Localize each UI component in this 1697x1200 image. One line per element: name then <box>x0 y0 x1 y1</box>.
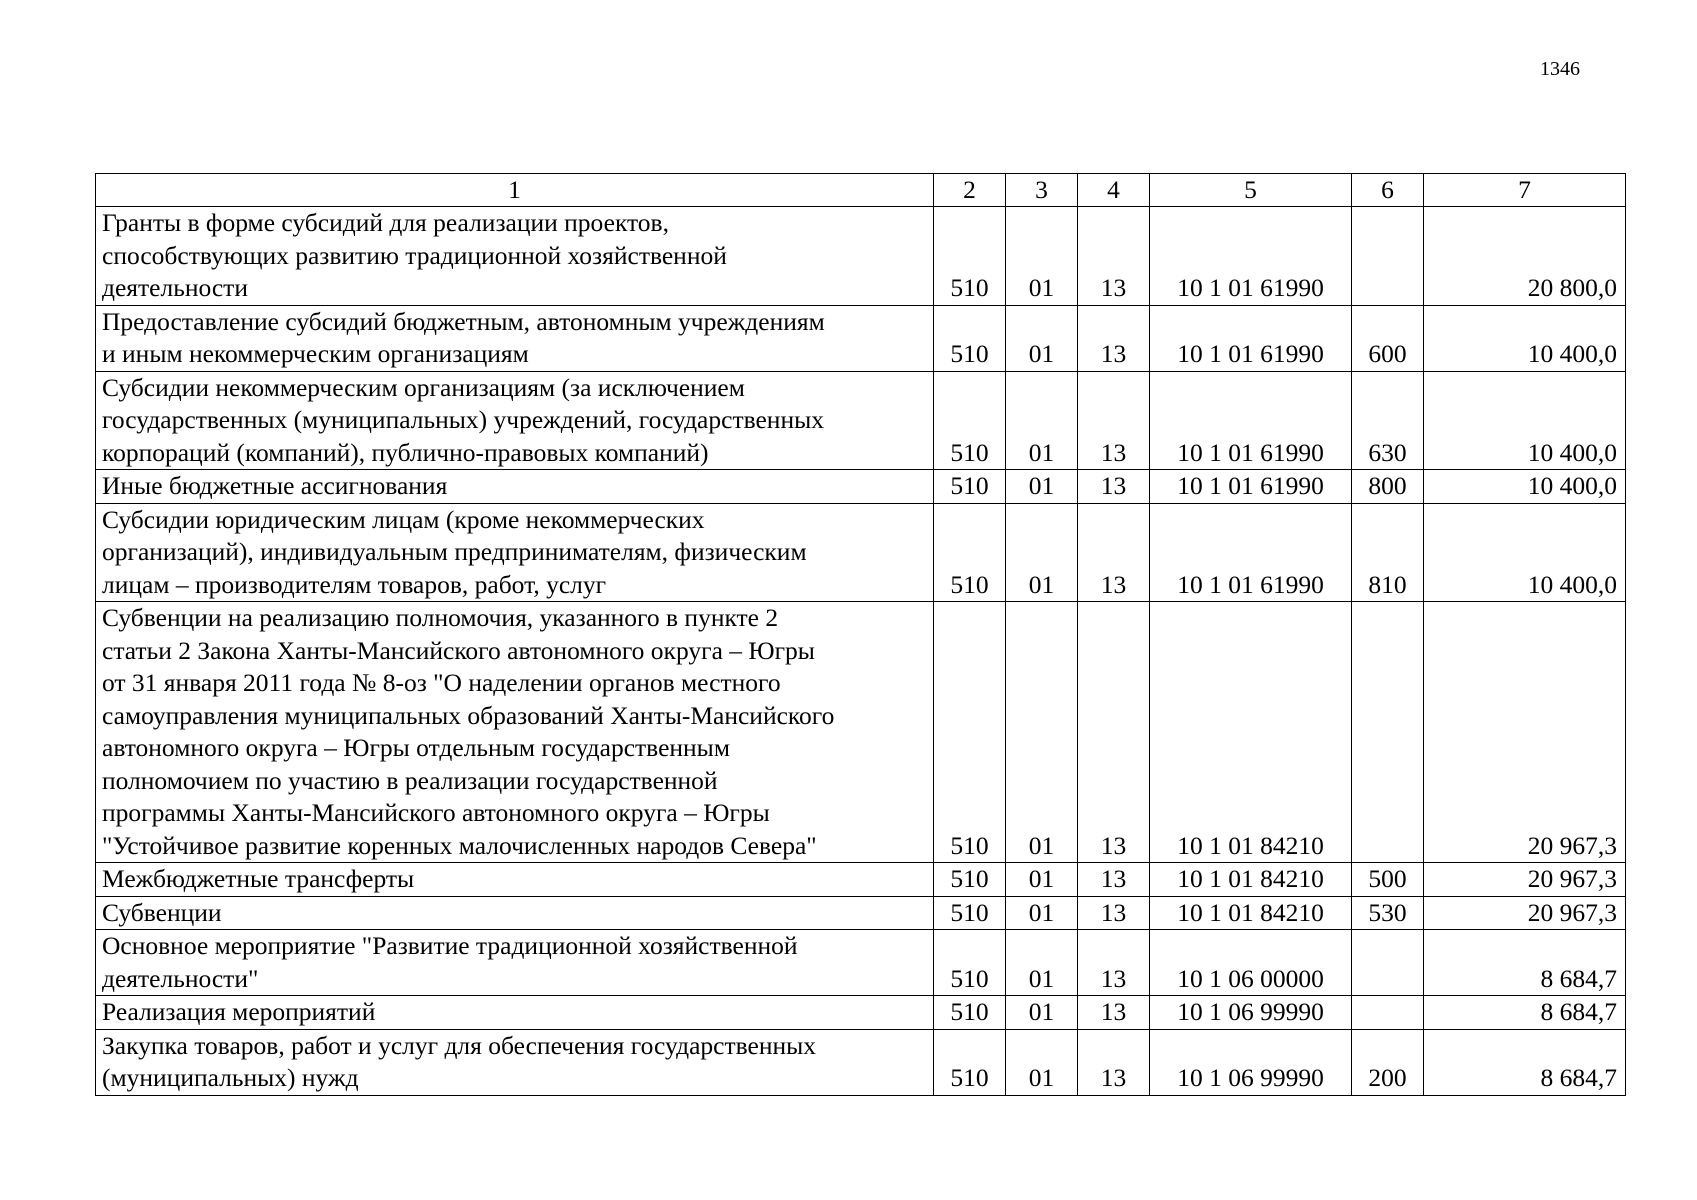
item-name-line: Реализация мероприятий <box>102 997 376 1026</box>
ministry-code-cell: 510 <box>934 305 1006 371</box>
header-cell: 1 <box>96 174 934 207</box>
amount-cell: 20 967,3 <box>1424 896 1626 930</box>
item-name-cell <box>96 930 934 996</box>
table-row <box>96 930 1626 996</box>
subsection-code-cell: 13 <box>1078 207 1150 306</box>
target-article-cell: 10 1 01 84210 <box>1150 863 1352 897</box>
expense-type-cell: 800 <box>1352 470 1424 504</box>
target-article-cell: 10 1 06 99990 <box>1150 1029 1352 1095</box>
item-name-cell <box>96 371 934 470</box>
table-row <box>96 371 1626 470</box>
amount-cell: 20 800,0 <box>1424 207 1626 306</box>
section-code-cell: 01 <box>1006 896 1078 930</box>
section-code-cell: 01 <box>1006 503 1078 602</box>
target-article-cell: 10 1 01 61990 <box>1150 371 1352 470</box>
item-name-cell <box>96 207 934 306</box>
item-name-line: деятельности <box>102 273 248 302</box>
item-name-cell <box>96 896 934 930</box>
section-code-cell: 01 <box>1006 371 1078 470</box>
item-name-line: Иные бюджетные ассигнования <box>102 471 448 500</box>
header-cell: 5 <box>1150 174 1352 207</box>
subsection-code-cell: 13 <box>1078 863 1150 897</box>
amount-cell: 8 684,7 <box>1424 1029 1626 1095</box>
expense-type-cell: 600 <box>1352 305 1424 371</box>
page-number: 1346 <box>1540 58 1580 80</box>
amount-cell: 10 400,0 <box>1424 470 1626 504</box>
item-name-line: "Устойчивое развитие коренных малочисленных народов Севера" <box>102 830 817 860</box>
item-name-cell <box>96 863 934 897</box>
section-code-cell: 01 <box>1006 602 1078 863</box>
amount-cell: 8 684,7 <box>1424 996 1626 1030</box>
item-name-line: от 31 января 2011 года № 8-оз "О наделении органов местного <box>102 668 781 697</box>
item-name-line: Субвенции на реализацию полномочия, указанного в пункте 2 <box>102 603 779 632</box>
ministry-code-cell: 510 <box>934 371 1006 470</box>
amount-cell: 8 684,7 <box>1424 930 1626 996</box>
section-code-cell: 01 <box>1006 1029 1078 1095</box>
target-article-cell: 10 1 06 00000 <box>1150 930 1352 996</box>
item-name-line: организаций), индивидуальным предпринимателям, физическим <box>102 537 807 566</box>
item-name-cell <box>96 996 934 1030</box>
subsection-code-cell: 13 <box>1078 503 1150 602</box>
item-name-line: автономного округа – Югры отдельным государственным <box>102 733 730 762</box>
amount-cell: 10 400,0 <box>1424 503 1626 602</box>
amount-cell: 20 967,3 <box>1424 863 1626 897</box>
target-article-cell: 10 1 01 84210 <box>1150 896 1352 930</box>
section-code-cell: 01 <box>1006 863 1078 897</box>
ministry-code-cell: 510 <box>934 863 1006 897</box>
header-cell: 6 <box>1352 174 1424 207</box>
table-row <box>96 896 1626 930</box>
target-article-cell: 10 1 06 99990 <box>1150 996 1352 1030</box>
expense-type-cell: 200 <box>1352 1029 1424 1095</box>
item-name-line: самоуправления муниципальных образований Ханты-Мансийского <box>102 700 835 730</box>
header-cell: 4 <box>1078 174 1150 207</box>
expense-type-cell: 810 <box>1352 503 1424 602</box>
subsection-code-cell: 13 <box>1078 470 1150 504</box>
item-name-line: статьи 2 Закона Ханты-Мансийского автономного округа – Югры <box>102 635 815 665</box>
ministry-code-cell: 510 <box>934 470 1006 504</box>
item-name-line: корпораций (компаний), публично-правовых компаний) <box>102 437 709 467</box>
section-code-cell: 01 <box>1006 470 1078 504</box>
item-name-line: Закупка товаров, работ и услуг для обеспечения государственных <box>102 1030 817 1060</box>
item-name-line: программы Ханты-Мансийского автономного округа – Югры <box>102 798 770 827</box>
target-article-cell: 10 1 01 61990 <box>1150 207 1352 306</box>
ministry-code-cell: 510 <box>934 503 1006 602</box>
section-code-cell: 01 <box>1006 207 1078 306</box>
subsection-code-cell: 13 <box>1078 1029 1150 1095</box>
target-article-cell: 10 1 01 61990 <box>1150 470 1352 504</box>
item-name-cell <box>96 305 934 371</box>
subsection-code-cell: 13 <box>1078 602 1150 863</box>
table-row <box>96 503 1626 602</box>
expense-type-cell <box>1352 996 1424 1030</box>
section-code-cell: 01 <box>1006 996 1078 1030</box>
item-name-line: деятельности" <box>102 963 259 993</box>
target-article-cell: 10 1 01 61990 <box>1150 305 1352 371</box>
item-name-line: (муниципальных) нужд <box>102 1063 359 1092</box>
header-row <box>96 174 1626 207</box>
ministry-code-cell: 510 <box>934 207 1006 306</box>
item-name-line: государственных (муниципальных) учреждений, государственных <box>102 405 824 434</box>
table-row <box>96 305 1626 371</box>
table-row <box>96 996 1626 1030</box>
subsection-code-cell: 13 <box>1078 996 1150 1030</box>
item-name-line: Предоставление субсидий бюджетным, автономным учреждениям <box>102 306 825 336</box>
item-name-line: Субсидии юридическим лицам (кроме некоммерческих <box>102 504 705 534</box>
ministry-code-cell: 510 <box>934 996 1006 1030</box>
amount-cell: 20 967,3 <box>1424 602 1626 863</box>
subsection-code-cell: 13 <box>1078 305 1150 371</box>
table-row <box>96 207 1626 306</box>
item-name-cell <box>96 470 934 504</box>
header-cell: 7 <box>1424 174 1626 207</box>
expense-type-cell: 500 <box>1352 863 1424 897</box>
budget-table <box>95 173 1626 1096</box>
item-name-line: Субвенции <box>102 897 222 927</box>
subsection-code-cell: 13 <box>1078 371 1150 470</box>
table-row <box>96 863 1626 897</box>
item-name-cell <box>96 1029 934 1095</box>
item-name-line: Межбюджетные трансферты <box>102 864 415 893</box>
expense-type-cell <box>1352 930 1424 996</box>
item-name-cell <box>96 602 934 863</box>
ministry-code-cell: 510 <box>934 1029 1006 1095</box>
amount-cell: 10 400,0 <box>1424 305 1626 371</box>
amount-cell: 10 400,0 <box>1424 371 1626 470</box>
item-name-line: лицам – производителям товаров, работ, услуг <box>102 569 607 599</box>
ministry-code-cell: 510 <box>934 602 1006 863</box>
ministry-code-cell: 510 <box>934 930 1006 996</box>
header-cell: 2 <box>934 174 1006 207</box>
header-cell: 3 <box>1006 174 1078 207</box>
item-name-line: способствующих развитию традиционной хозяйственной <box>102 240 727 270</box>
item-name-cell <box>96 503 934 602</box>
subsection-code-cell: 13 <box>1078 896 1150 930</box>
target-article-cell: 10 1 01 84210 <box>1150 602 1352 863</box>
item-name-line: полномочием по участию в реализации государственной <box>102 765 718 795</box>
item-name-line: Субсидии некоммерческим организациям (за исключением <box>102 372 745 402</box>
expense-type-cell <box>1352 207 1424 306</box>
section-code-cell: 01 <box>1006 930 1078 996</box>
table-row <box>96 1029 1626 1095</box>
ministry-code-cell: 510 <box>934 896 1006 930</box>
expense-type-cell <box>1352 602 1424 863</box>
subsection-code-cell: 13 <box>1078 930 1150 996</box>
table-row <box>96 470 1626 504</box>
item-name-line: Гранты в форме субсидий для реализации проектов, <box>102 208 669 237</box>
expense-type-cell: 530 <box>1352 896 1424 930</box>
item-name-line: и иным некоммерческим организациям <box>102 339 529 368</box>
expense-type-cell: 630 <box>1352 371 1424 470</box>
section-code-cell: 01 <box>1006 305 1078 371</box>
target-article-cell: 10 1 01 61990 <box>1150 503 1352 602</box>
table-row <box>96 602 1626 863</box>
item-name-line: Основное мероприятие "Развитие традиционной хозяйственной <box>102 931 798 960</box>
